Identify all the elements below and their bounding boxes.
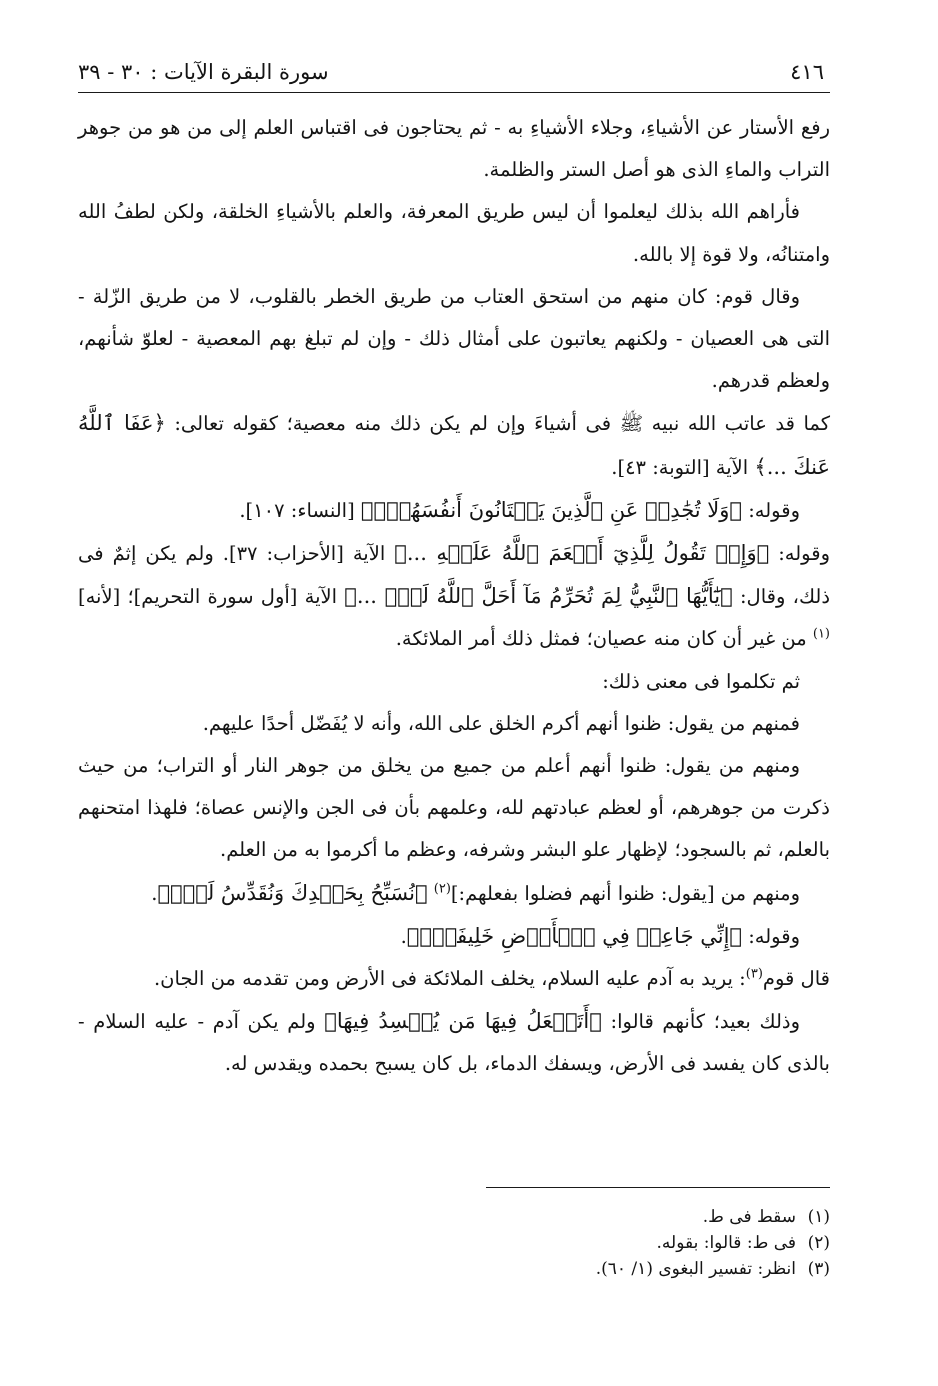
quran-verse: ﴿وَلَا تُجَٰدِلۡ عَنِ ٱلَّذِينَ يَخۡتَانُونَ أَنفُسَهُمۡۚ﴾ xyxy=(360,497,743,522)
running-title: سورة البقرة الآيات : ٣٠ - ٣٩ xyxy=(78,60,329,84)
paragraph xyxy=(78,489,830,532)
paragraph-text: وقوله: xyxy=(742,924,800,948)
footnote-number: (٢) xyxy=(807,1233,830,1253)
quran-verse: ﴿إِنِّي جَاعِلٞ فِي ٱلۡأَرۡضِ خَلِيفَةٗۖ﴾ xyxy=(406,923,743,948)
quran-verse: ﴿نُسَبِّحُ بِحَمۡدِكَ وَنُقَدِّسُ لَكَۖ﴾ xyxy=(157,880,428,905)
paragraph-text: قال قوم xyxy=(762,967,830,991)
paragraph xyxy=(78,276,830,403)
footnote-marker: (٢) xyxy=(433,881,451,897)
paragraph xyxy=(78,703,830,745)
footnote xyxy=(78,1204,830,1230)
paragraph-text: فمنهم من يقول: ظنوا أنهم أكرم الخلق على الله، وأنه لا يُفَضّل أحدًا عليهم. xyxy=(202,711,800,735)
footnote-text: فى ط: قالوا: بقوله. xyxy=(656,1233,796,1253)
paragraph-text: وذلك بعيد؛ كأنهم قالوا: xyxy=(601,1010,800,1034)
quran-verse: ﴿يَٰٓأَيُّهَا ٱلنَّبِيُّ لِمَ تُحَرِّمُ مَآ أَحَلَّ ٱللَّهُ لَكَۖ ...﴾ xyxy=(344,584,733,609)
book-page xyxy=(78,52,830,1342)
paragraph-text: الآية [أول سورة التحريم]؛ [لأنه] xyxy=(78,585,345,609)
paragraph-text: رفع الأستار عن الأشياءِ، وجلاء الأشياءِ به - ثم يحتاجون فى اقتباس العلم إلى من هو من جوهر التراب والماءِ الذى هو أصل الستر والظلمة. xyxy=(78,116,830,182)
paragraph xyxy=(78,532,830,661)
paragraph-text: وقال قوم: كان منهم من استحق العتاب من طريق الخطر بالقلوب، لا من طريق الزّلة - التى هى العصيان - ولكنهم يعاتبون على أمثال ذلك - وإن لم تبلغ بهم المعصية - لعلوّ شأنهم، ولعظم قدرهم. xyxy=(78,284,830,393)
paragraph-text: الآية [التوبة: ٤٣]. xyxy=(611,455,755,479)
paragraph-text: كما قد عاتب الله نبيه ﷺ فى أشياءَ وإن لم يكن ذلك منه معصية؛ كقوله تعالى: xyxy=(165,412,830,436)
paragraph xyxy=(78,872,830,915)
paragraph-text: ومنهم من [يقول: ظنوا أنهم فضلوا بفعلهم:] xyxy=(450,881,800,905)
paragraph xyxy=(78,915,830,958)
paragraph-text: . xyxy=(400,924,407,948)
footnote-marker: (٣) xyxy=(745,966,763,982)
paragraph-text: [النساء: ١٠٧]. xyxy=(239,498,361,522)
paragraph-text: الآية [الأحزاب: ٣٧]. ولم يكن إثمٌ فى ذلك، وقال: xyxy=(78,542,830,609)
footnote xyxy=(78,1256,830,1282)
paragraph-text: . xyxy=(151,881,158,905)
paragraph-text: فأراهم الله بذلك ليعلموا أن ليس طريق المعرفة، والعلم بالأشياءِ الخلقة، ولكن لطفُ الله وامتنانُه، ولا قوة إلا بالله. xyxy=(78,200,830,266)
paragraph-text: : يريد به آدم عليه السلام، يخلف الملائكة فى الأرض ومن تقدمه من الجان. xyxy=(153,967,746,991)
paragraph-text: وقوله: xyxy=(742,498,800,522)
quran-verse: ﴿وَإِذۡ تَقُولُ لِلَّذِيٓ أَنۡعَمَ ٱللَّهُ عَلَيۡهِ ...﴾ xyxy=(394,541,770,566)
footnotes xyxy=(78,1204,830,1282)
footnote-number: (٣) xyxy=(807,1259,830,1279)
paragraph-text: ولم يكن آدم - عليه السلام - بالذى كان يفسد فى الأرض، ويسفك الدماء، بل كان يسبح بحمده ويقدس له. xyxy=(78,1010,830,1076)
paragraph xyxy=(78,958,830,1000)
quran-verse: ﴿عَفَا ٱللَّهُ عَنكَ ...﴾ xyxy=(78,411,830,479)
paragraph xyxy=(78,745,830,872)
body-text xyxy=(78,107,830,1086)
paragraph xyxy=(78,191,830,275)
paragraph-text: وقوله: xyxy=(769,542,830,566)
paragraph xyxy=(78,402,830,488)
paragraph xyxy=(78,107,830,191)
footnote xyxy=(78,1230,830,1256)
paragraph xyxy=(78,661,830,703)
paragraph-text: من غير أن كان منه عصيان؛ فمثل ذلك أمر الملائكة. xyxy=(395,627,813,651)
quran-verse: ﴿أَتَجۡعَلُ فِيهَا مَن يُفۡسِدُ فِيهَا﴾ xyxy=(324,1009,602,1034)
footnote-text: سقط فى ط. xyxy=(702,1207,796,1227)
page-number: ٤١٦ xyxy=(790,60,824,84)
page-header xyxy=(78,52,830,93)
paragraph xyxy=(78,1000,830,1085)
footnote-text: انظر: تفسير البغوى (١/ ٦٠). xyxy=(595,1259,796,1279)
footnote-marker: (١) xyxy=(812,626,830,642)
footnote-number: (١) xyxy=(807,1207,830,1227)
paragraph-text: ومنهم من يقول: ظنوا أنهم أعلم من جميع من يخلق من جوهر النار أو التراب؛ من حيث ذكرت من جوهرهم، أو لعظم عبادتهم لله، وعلمهم بأن فى الجن والإنس عصاة؛ فلهذا امتحنهم بالعلم، ثم بالسجود؛ لإظهار علو البشر وشرفه، وعظم ما أكرموا به من العلم. xyxy=(78,754,830,862)
paragraph-text: ثم تكلموا فى معنى ذلك: xyxy=(602,669,800,693)
footnote-divider xyxy=(486,1187,830,1188)
